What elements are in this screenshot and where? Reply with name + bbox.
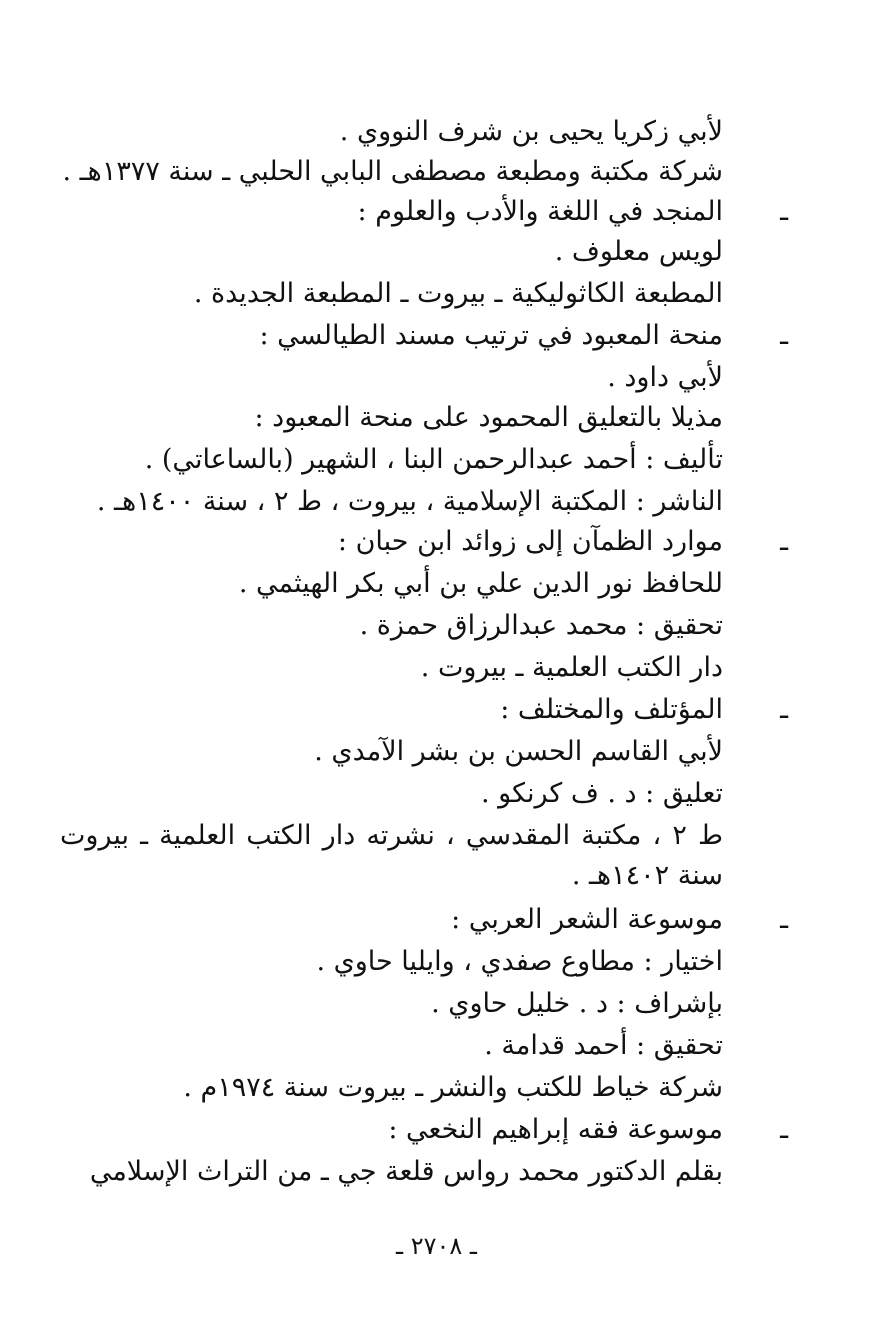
- entry-dash: ـ: [780, 904, 788, 935]
- text-line: تحقيق : محمد عبدالرزاق حمزة .: [359, 610, 723, 641]
- entry-dash: ـ: [780, 320, 788, 351]
- text-line: بإشراف : د . خليل حاوي .: [431, 988, 723, 1019]
- text-line: تحقيق : أحمد قدامة .: [484, 1030, 723, 1061]
- text-line-wrapped: ط ٢ ، مكتبة المقدسي ، نشرته دار الكتب العلمية ـ بيروت سنة ١٤٠٢هـ .: [60, 820, 723, 891]
- entry-title: المؤتلف والمختلف :: [500, 694, 723, 725]
- text-line: شركة مكتبة ومطبعة مصطفى البابي الحلبي ـ سنة ١٣٧٧هـ .: [62, 156, 723, 187]
- text-line: لأبي داود .: [607, 362, 723, 393]
- entry-title: المنجد في اللغة والأدب والعلوم :: [357, 196, 723, 227]
- text-line: للحافظ نور الدين علي بن أبي بكر الهيثمي .: [238, 568, 723, 599]
- page-number: ـ ٢٧٠٨ ـ: [396, 1232, 477, 1260]
- text-line: المطبعة الكاثوليكية ـ بيروت ـ المطبعة الجديدة .: [193, 278, 723, 309]
- text-line: لأبي زكريا يحيى بن شرف النووي .: [339, 116, 723, 147]
- entry-dash: ـ: [780, 526, 788, 557]
- entry-dash: ـ: [780, 694, 788, 725]
- text-line: دار الكتب العلمية ـ بيروت .: [420, 652, 723, 683]
- text-line: لأبي القاسم الحسن بن بشر الآمدي .: [314, 736, 723, 767]
- text-line: لويس معلوف .: [554, 236, 723, 267]
- text-line: اختيار : مطاوع صفدي ، وايليا حاوي .: [316, 946, 723, 977]
- entry-title: موسوعة الشعر العربي :: [451, 904, 723, 935]
- text-line: مذيلا بالتعليق المحمود على منحة المعبود :: [254, 402, 723, 433]
- entry-title: موارد الظمآن إلى زوائد ابن حبان :: [337, 526, 723, 557]
- text-line: الناشر : المكتبة الإسلامية ، بيروت ، ط ٢ ، سنة ١٤٠٠هـ .: [96, 486, 723, 517]
- entry-dash: ـ: [780, 1114, 788, 1145]
- text-line: تعليق : د . ف كرنكو .: [480, 778, 723, 809]
- entry-dash: ـ: [780, 196, 788, 227]
- text-line: بقلم الدكتور محمد رواس قلعة جي ـ من التراث الإسلامي: [89, 1156, 723, 1187]
- text-line: تأليف : أحمد عبدالرحمن البنا ، الشهير (بالساعاتي) .: [144, 444, 723, 475]
- entry-title: موسوعة فقه إبراهيم النخعي :: [388, 1114, 723, 1145]
- entry-title: منحة المعبود في ترتيب مسند الطيالسي :: [259, 320, 723, 351]
- text-line: شركة خياط للكتب والنشر ـ بيروت سنة ١٩٧٤م .: [183, 1072, 723, 1103]
